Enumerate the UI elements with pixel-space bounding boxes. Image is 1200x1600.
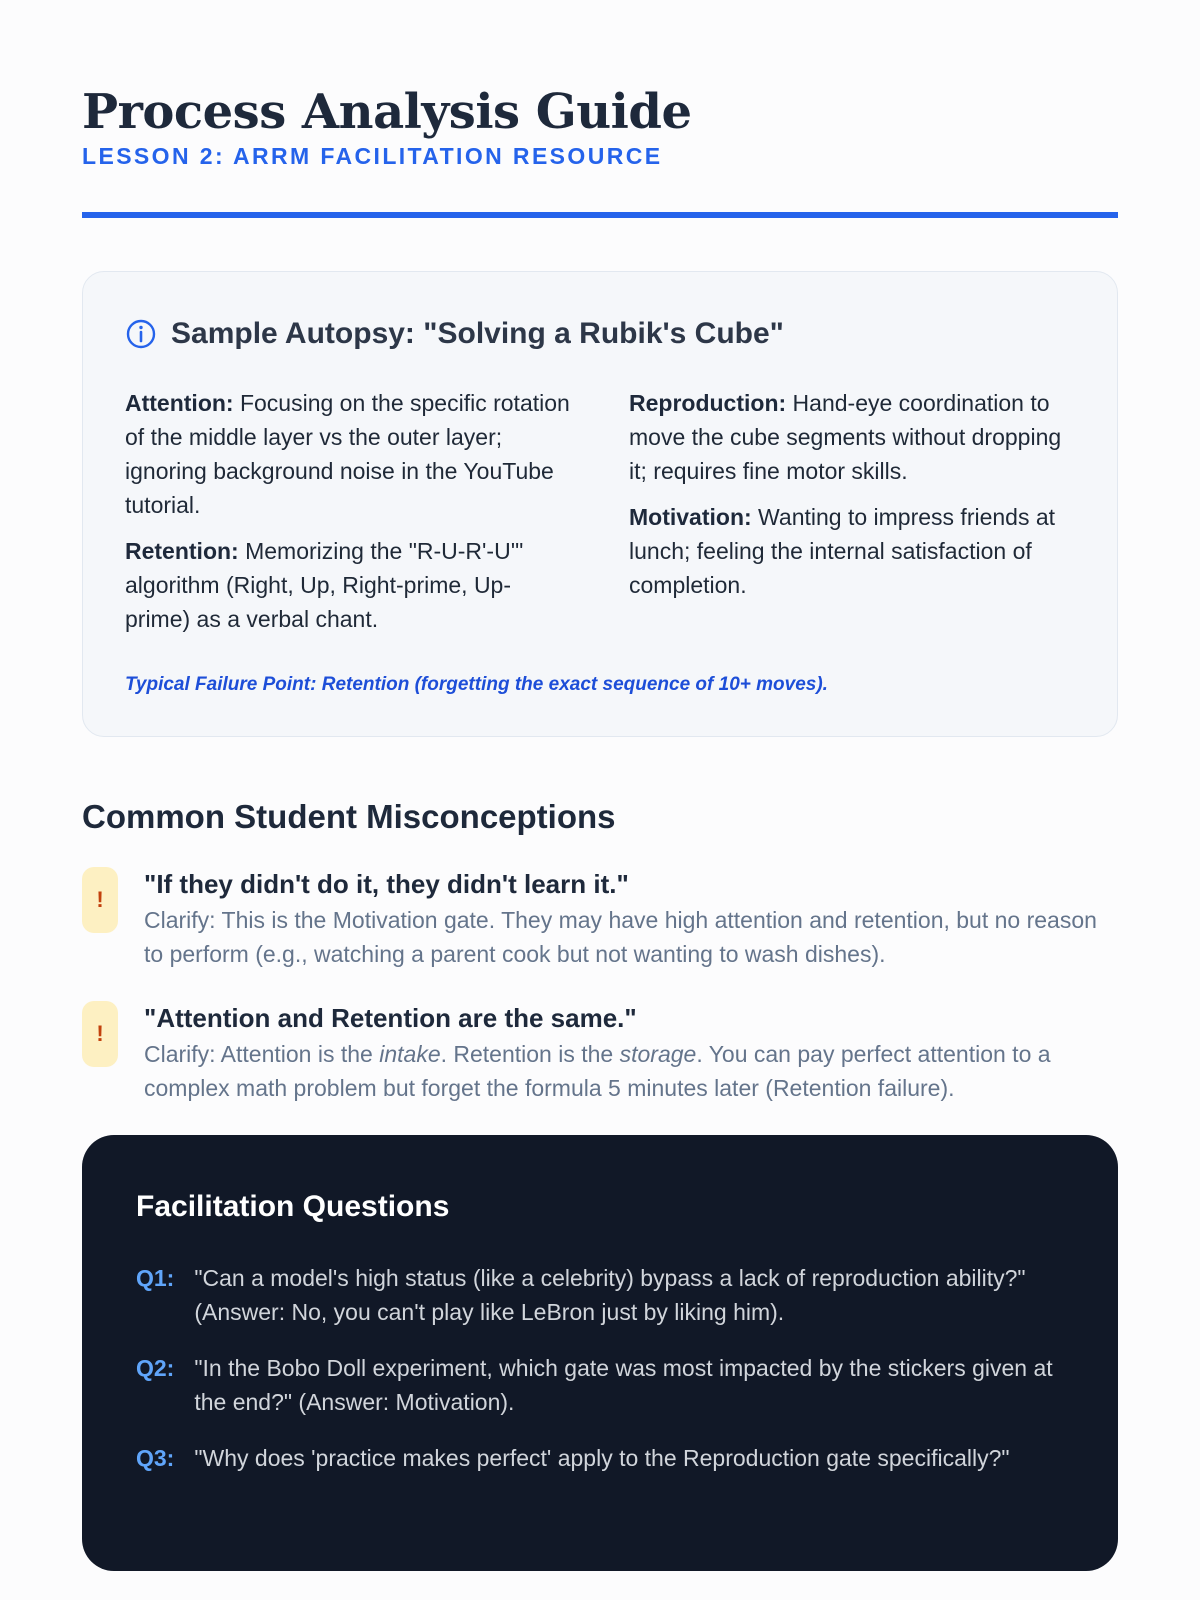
gate-retention-name: Retention:	[125, 538, 239, 564]
gate-reproduction-name: Reproduction:	[629, 390, 787, 416]
gate-motivation-name: Motivation:	[629, 504, 752, 530]
sample-title: Sample Autopsy: "Solving a Rubik's Cube"	[171, 317, 784, 350]
clarify-emphasis-storage: storage	[619, 1041, 697, 1067]
warning-icon: !	[82, 867, 118, 933]
misconception-body	[144, 867, 1118, 971]
facilitation-title: Facilitation Questions	[136, 1190, 450, 1223]
misconception-item	[82, 867, 1118, 971]
misconception-clarify: Clarify: This is the Motivation gate. They may have high attention and retention, but no reason to perform (e.g., watching a parent cook but not wanting to wash dishes).	[144, 907, 1097, 967]
misconception-clarify	[144, 1037, 1118, 1105]
misconception-quote: "If they didn't do it, they didn't learn it."	[144, 869, 629, 899]
misconception-body	[144, 1001, 1118, 1105]
gate-retention-text: Memorizing the "R-U-R'-U'" algorithm (Right, Up, Right-prime, Up-prime) as a verbal chant.	[125, 538, 524, 632]
page-header	[82, 82, 1118, 218]
gate-retention	[125, 534, 571, 636]
gate-attention-name: Attention:	[125, 390, 234, 416]
header-divider	[82, 212, 1118, 218]
question-label: Q3:	[136, 1445, 175, 1471]
question-item	[136, 1351, 1064, 1419]
misconceptions-section	[82, 797, 1118, 1105]
page-subtitle: LESSON 2: ARRM FACILITATION RESOURCE	[82, 143, 663, 169]
question-text: "Why does 'practice makes perfect' apply to the Reproduction gate specifically?"	[194, 1445, 1010, 1471]
gates-right-column	[629, 386, 1075, 648]
failure-point-note: Typical Failure Point: Retention (forgetting the exact sequence of 10+ moves).	[125, 674, 828, 695]
clarify-emphasis-intake: intake	[379, 1041, 441, 1067]
misconception-quote: "Attention and Retention are the same."	[144, 1003, 637, 1033]
gates-left-column	[125, 386, 571, 648]
question-label: Q1:	[136, 1265, 175, 1291]
warning-icon: !	[82, 1001, 118, 1067]
gate-attention-text: Focusing on the specific rotation of the middle layer vs the outer layer; ignoring background noise in the YouTube tutorial.	[125, 390, 570, 518]
question-text: "Can a model's high status (like a celebrity) bypass a lack of reproduction ability?" (Answer: No, you can't play like LeBron just by liking him).	[194, 1265, 1026, 1325]
gate-reproduction-text: Hand-eye coordination to move the cube segments without dropping it; requires fine motor skills.	[629, 390, 1062, 484]
gate-attention	[125, 386, 571, 522]
misconceptions-title: Common Student Misconceptions	[82, 798, 616, 835]
gate-motivation-text: Wanting to impress friends at lunch; feeling the internal satisfaction of completion.	[629, 504, 1056, 598]
clarify-prefix: Clarify: Attention is the	[144, 1041, 380, 1067]
sample-autopsy-card	[82, 271, 1118, 737]
clarify-middle: . Retention is the	[440, 1041, 620, 1067]
question-item	[136, 1441, 1064, 1475]
question-label: Q2:	[136, 1355, 175, 1381]
page-title: Process Analysis Guide	[82, 84, 692, 140]
gate-reproduction	[629, 386, 1075, 488]
question-item	[136, 1261, 1064, 1329]
gate-motivation	[629, 500, 1075, 602]
misconception-item	[82, 1001, 1118, 1105]
sample-heading	[125, 316, 1075, 352]
facilitation-panel	[82, 1135, 1118, 1571]
gates-grid	[125, 386, 1075, 648]
info-circle-icon	[125, 318, 157, 350]
question-text: "In the Bobo Doll experiment, which gate was most impacted by the stickers given at the end?" (Answer: Motivation).	[194, 1355, 1053, 1415]
clarify-suffix: . You can pay perfect attention to a complex math problem but forget the formula 5 minutes later (Retention failure).	[144, 1041, 1051, 1101]
